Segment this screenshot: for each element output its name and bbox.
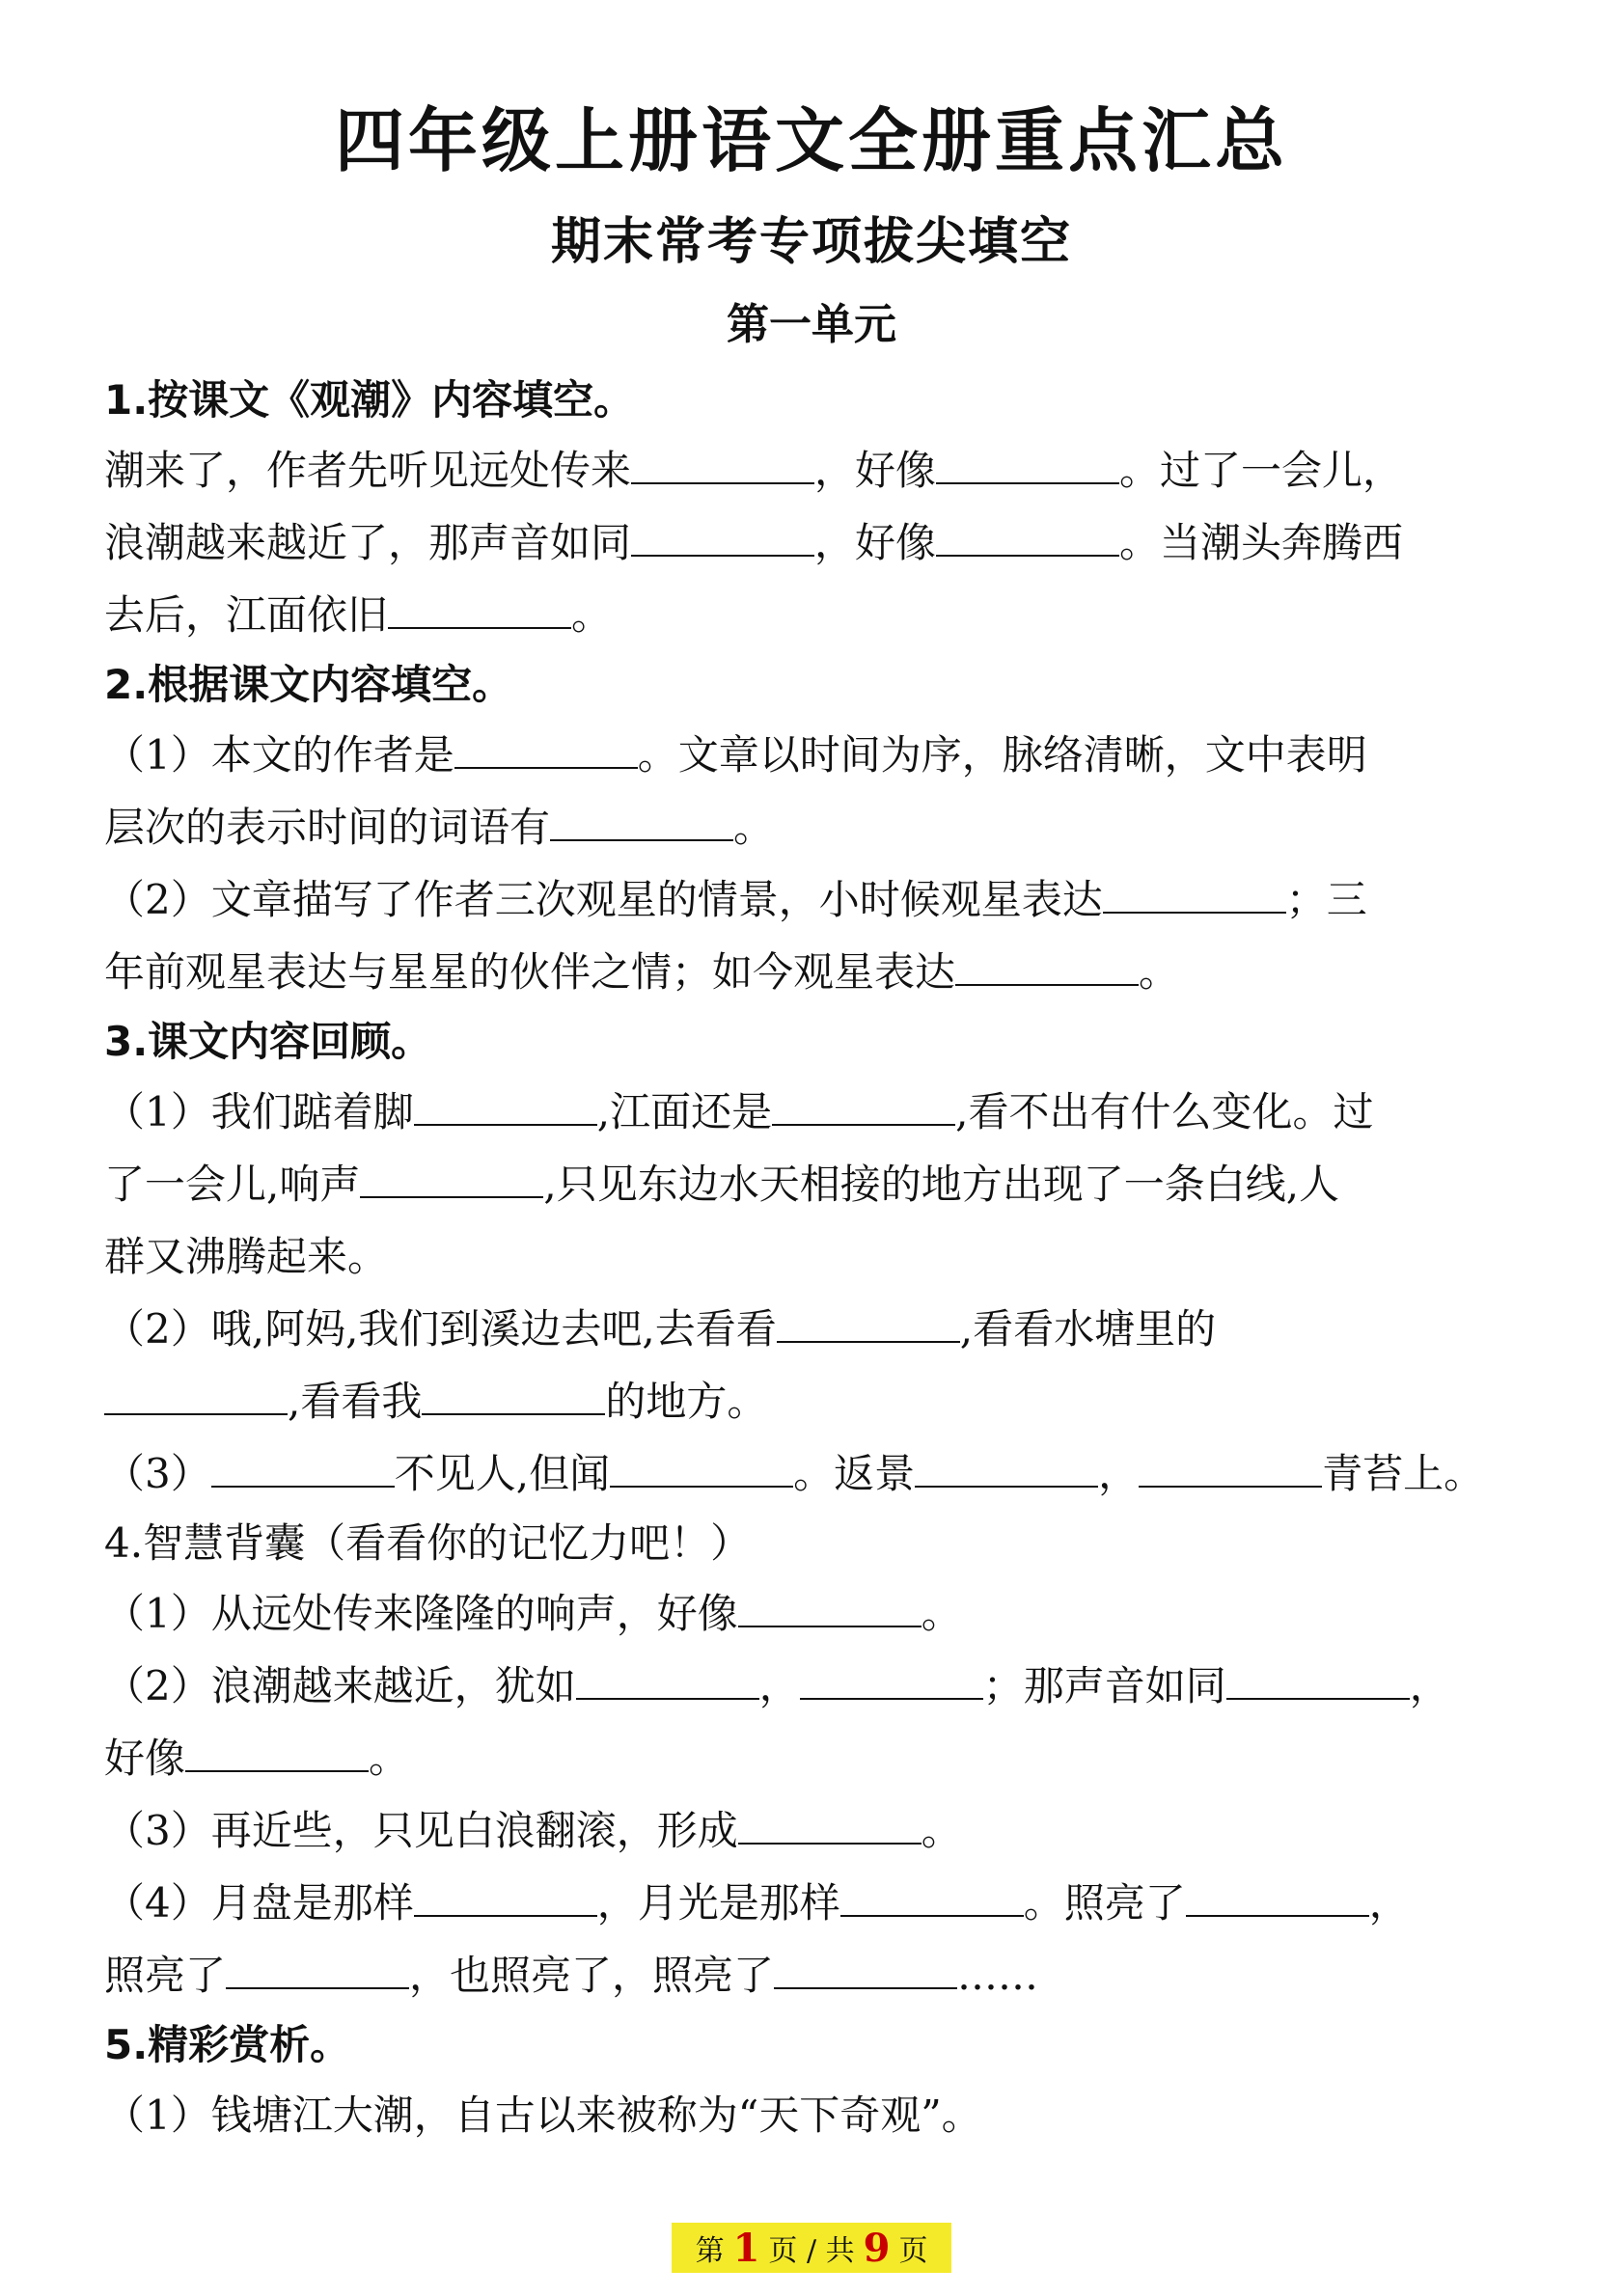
worksheet-content — [104, 367, 1523, 2151]
question-1-title: 1.按课文《观潮》内容填空。 — [104, 376, 635, 424]
blank[interactable] — [388, 588, 571, 629]
q1-line-2: 浪潮越来越近了，那声音如同 ，好像 。当潮头奔腾西 — [104, 506, 1523, 579]
blank[interactable] — [840, 1876, 1024, 1917]
footer-suffix: 页 — [898, 2234, 928, 2268]
q4-line-4: （3）再近些，只见白浪翻滚，形成 。 — [104, 1794, 1523, 1867]
blank[interactable] — [414, 1876, 597, 1917]
blank[interactable] — [414, 1085, 597, 1126]
q4-line-5: （4）月盘是那样 ，月光是那样 。照亮了 ， — [104, 1867, 1523, 1939]
total-page-count: 9 — [863, 2225, 891, 2271]
document-subtitle: 期末常考专项拔尖填空 — [550, 213, 1072, 271]
current-page-number: 1 — [732, 2225, 760, 2271]
q2-line-3: （2）文章描写了作者三次观星的情景，小时候观星表达 ；三 — [104, 863, 1523, 936]
q1-line-3: 去后，江面依旧 。 — [104, 579, 1523, 651]
blank[interactable] — [550, 801, 733, 841]
blank[interactable] — [422, 1375, 605, 1415]
q3-line-1: （1）我们踮着脚 ,江面还是 ,看不出有什么变化。过 — [104, 1076, 1523, 1148]
question-3-title: 3.课文内容回顾。 — [104, 1018, 432, 1065]
q3-line-6: （3） 不见人,但闻 。返景 ， 青苔上。 — [104, 1437, 1523, 1510]
blank[interactable] — [576, 1659, 759, 1700]
q4-line-2: （2）浪潮越来越近，犹如 ， ；那声音如同 ， — [104, 1650, 1523, 1722]
blank[interactable] — [1139, 1447, 1322, 1488]
q4-line-3: 好像 。 — [104, 1722, 1523, 1794]
blank[interactable] — [936, 516, 1119, 557]
q3-line-4: （2）哦,阿妈,我们到溪边去吧,去看看 ,看看水塘里的 — [104, 1293, 1523, 1365]
blank[interactable] — [915, 1447, 1098, 1488]
blank[interactable] — [738, 1804, 922, 1845]
blank[interactable] — [1186, 1876, 1369, 1917]
blank[interactable] — [1103, 873, 1286, 914]
question-5-title: 5.精彩赏析。 — [104, 2021, 351, 2068]
page-number-footer — [672, 2223, 951, 2273]
blank[interactable] — [631, 516, 814, 557]
footer-middle: 页 / 共 — [768, 2234, 855, 2268]
blank[interactable] — [360, 1158, 543, 1198]
blank[interactable] — [454, 728, 638, 769]
blank[interactable] — [777, 1302, 960, 1343]
blank[interactable] — [104, 1375, 288, 1415]
q2-line-1: （1）本文的作者是 。文章以时间为序，脉络清晰，文中表明 — [104, 719, 1523, 791]
q3-line-2: 了一会儿,响声 ,只见东边水天相接的地方出现了一条白线,人 — [104, 1148, 1523, 1220]
question-2-title: 2.根据课文内容填空。 — [104, 661, 513, 708]
q1-line-1: 潮来了，作者先听见远处传来 ，好像 。过了一会儿， — [104, 434, 1523, 506]
blank[interactable] — [185, 1732, 369, 1772]
blank[interactable] — [738, 1587, 922, 1627]
q4-line-1: （1）从远处传来隆隆的响声，好像 。 — [104, 1577, 1523, 1650]
blank[interactable] — [772, 1085, 955, 1126]
q2-line-2: 层次的表示时间的词语有 。 — [104, 791, 1523, 863]
blank[interactable] — [800, 1659, 983, 1700]
blank[interactable] — [774, 1949, 957, 1989]
unit-heading: 第一单元 — [727, 300, 896, 349]
document-title: 四年级上册语文全册重点汇总 — [334, 100, 1288, 181]
q5-line-1: （1）钱塘江大潮，自古以来被称为“天下奇观”。 — [104, 2091, 982, 2139]
blank[interactable] — [211, 1447, 395, 1488]
blank[interactable] — [610, 1447, 793, 1488]
blank[interactable] — [1226, 1659, 1410, 1700]
footer-prefix: 第 — [695, 2234, 725, 2268]
blank[interactable] — [631, 444, 814, 484]
blank[interactable] — [936, 444, 1119, 484]
blank[interactable] — [226, 1949, 409, 1989]
q3-line-3: 群又沸腾起来。 — [104, 1233, 389, 1280]
q2-line-4: 年前观星表达与星星的伙伴之情；如今观星表达 。 — [104, 936, 1523, 1008]
blank[interactable] — [955, 945, 1139, 986]
q4-line-6: 照亮了 ，也照亮了，照亮了 …… — [104, 1939, 1523, 2011]
question-4-title: 4.智慧背囊（看看你的记忆力吧！） — [104, 1519, 752, 1567]
q3-line-5: ,看看我 的地方。 — [104, 1365, 1523, 1437]
